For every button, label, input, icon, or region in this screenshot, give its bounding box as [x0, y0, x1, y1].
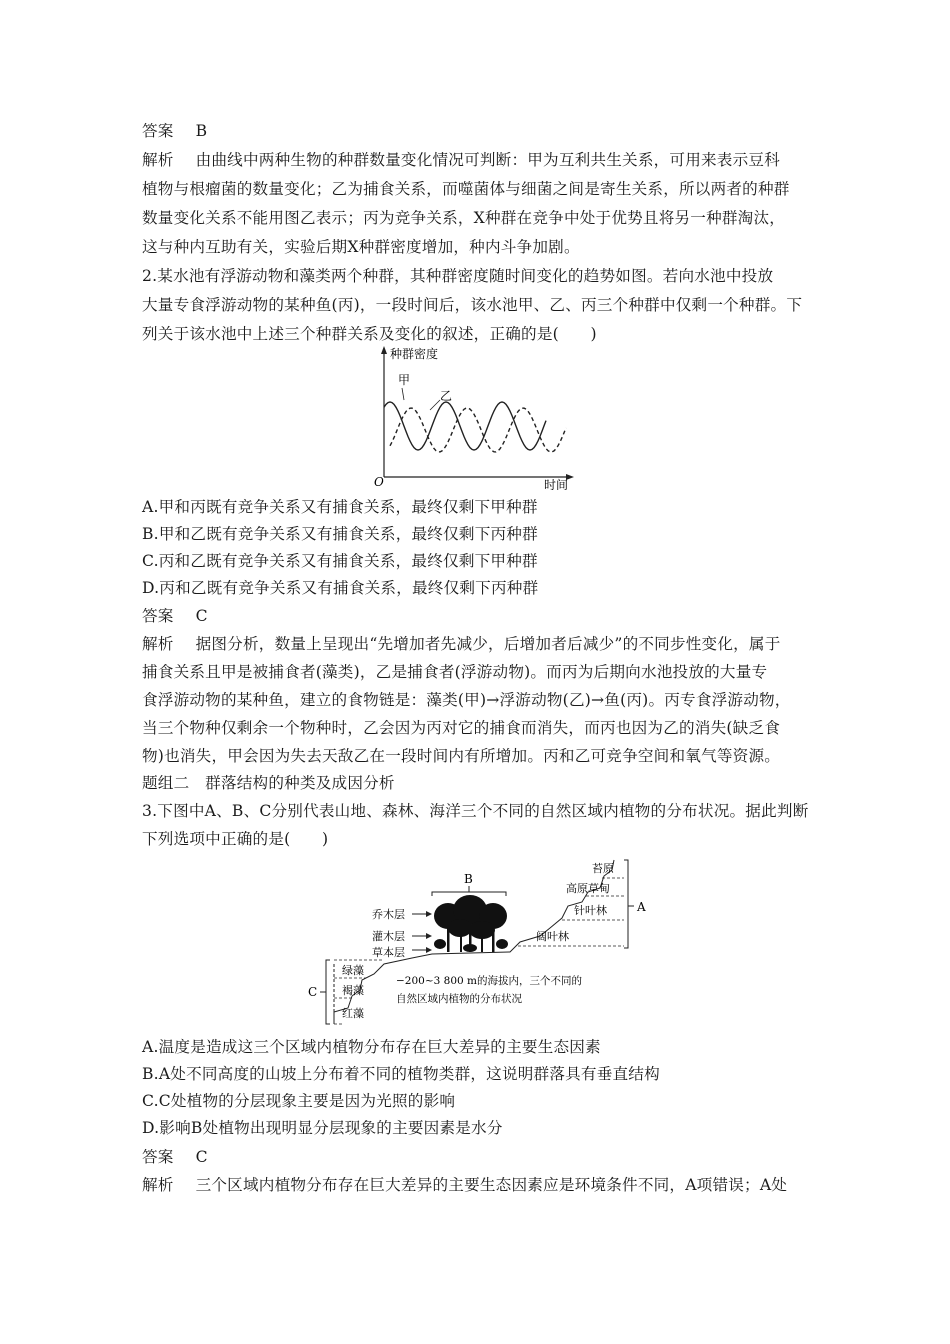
answer-label: 答案 — [142, 122, 174, 140]
y-axis-label: 种群密度 — [390, 347, 439, 361]
answer-label: 答案 — [142, 607, 174, 625]
q3-answer — [142, 1147, 208, 1167]
label-a: A — [637, 900, 646, 914]
q1-analysis-line-3: 数量变化关系不能用图乙表示；丙为竞争关系，X种群在竞争中处于优势且将另一种群淘汰， — [142, 209, 786, 227]
q1-answer — [142, 121, 207, 141]
tree-layer-label: 乔木层 — [372, 908, 405, 921]
bracket-c — [326, 960, 330, 1024]
analysis-label: 解析 — [142, 1176, 174, 1194]
y-axis-arrow — [381, 346, 387, 354]
red-algae-label: 红藻 — [342, 1007, 364, 1020]
analysis-label: 解析 — [142, 151, 174, 169]
curve-a-label: 甲 — [398, 373, 411, 387]
shrub-layer-arrowhead — [426, 933, 432, 939]
answer-value: B — [195, 122, 208, 140]
answer-value: C — [195, 1148, 208, 1166]
q2-analysis-line-2: 捕食关系且甲是被捕食者(藻类)，乙是捕食者(浮游动物)。而丙为后期向水池投放的大量专 — [142, 663, 768, 681]
q3-option-b: B.A处不同高度的山坡上分布着不同的植物类群，这说明群落具有垂直结构 — [142, 1065, 660, 1083]
label-b: B — [464, 872, 473, 886]
q2-option-c: C.丙和乙既有竞争关系又有捕食关系，最终仅剩下甲种群 — [142, 552, 538, 570]
green-algae-label: 绿藻 — [342, 964, 364, 977]
q2-stem-line-2: 大量专食浮游动物的某种鱼(丙)，一段时间后，该水池甲、乙、丙三个种群中仅剩一个种群。下 — [142, 296, 803, 314]
conifer-label: 针叶林 — [574, 904, 607, 917]
answer-label: 答案 — [142, 1148, 174, 1166]
meadow-label: 高原草甸 — [566, 882, 610, 895]
curve-b-leader — [430, 400, 440, 410]
label-c: C — [308, 985, 318, 999]
curve-b-dashed-line — [390, 408, 566, 452]
broadleaf-label: 阔叶林 — [536, 930, 569, 943]
figure-caption-line-1: −200~3 800 m的海拔内，三个不同的 — [396, 975, 582, 987]
q1-analysis-line-1 — [142, 150, 780, 170]
q3-analysis-line-1 — [142, 1175, 787, 1195]
population-density-figure — [360, 344, 580, 490]
shrub-layer-label: 灌木层 — [372, 930, 405, 943]
group-title: 题组二 群落结构的种类及成因分析 — [142, 774, 395, 792]
analysis-text: 三个区域内植物分布存在巨大差异的主要生态因素应是环境条件不同，A项错误；A处 — [195, 1176, 788, 1194]
x-axis-label: 时间 — [544, 478, 569, 490]
herb-layer-label: 草本层 — [372, 946, 405, 959]
analysis-text: 据图分析，数量上呈现出“先增加者先减少，后增加者后减少”的不同步性变化，属于 — [195, 635, 781, 653]
brown-algae-label: 褐藻 — [342, 984, 364, 997]
q2-option-a: A.甲和丙既有竞争关系又有捕食关系，最终仅剩下甲种群 — [142, 498, 538, 516]
q1-analysis-line-4: 这与种内互助有关，实验后期X种群密度增加，种内斗争加剧。 — [142, 238, 580, 256]
q3-option-a: A.温度是造成这三个区域内植物分布存在巨大差异的主要生态因素 — [142, 1038, 601, 1056]
origin-label: O — [374, 475, 384, 489]
tree-layer-arrowhead — [426, 911, 432, 917]
analysis-label: 解析 — [142, 635, 174, 653]
q3-stem-line-1: 3.下图中A、B、C分别代表山地、森林、海洋三个不同的自然区域内植物的分布状况。据此判断 — [142, 802, 809, 820]
q2-analysis-line-1 — [142, 634, 781, 654]
tundra-label: 苔原 — [592, 862, 614, 875]
q2-analysis-line-4: 当三个物种仅剩余一个物种时，乙会因为丙对它的捕食而消失，而丙也因为乙的消失(缺乏食 — [142, 719, 781, 737]
q2-analysis-line-3: 食浮游动物的某种鱼，建立的食物链是：藻类(甲)→浮游动物(乙)→鱼(丙)。丙专食浮游动物， — [142, 691, 791, 709]
q3-stem-line-2: 下列选项中正确的是( ) — [142, 830, 329, 848]
q1-analysis-line-2: 植物与根瘤菌的数量变化；乙为捕食关系，而噬菌体与细菌之间是寄生关系，所以两者的种群 — [142, 180, 790, 198]
q3-option-c: C.C处植物的分层现象主要是因为光照的影响 — [142, 1092, 456, 1110]
q2-option-b: B.甲和乙既有竞争关系又有捕食关系，最终仅剩下丙种群 — [142, 525, 538, 543]
bracket-a — [624, 860, 628, 948]
curve-b-label: 乙 — [440, 389, 453, 403]
q2-analysis-line-5: 物)也消失，甲会因为失去天敌乙在一段时间内有所增加。丙和乙可竞争空间和氧气等资源。 — [142, 747, 781, 765]
vegetation-distribution-figure — [300, 856, 680, 1028]
q2-stem-line-3: 列关于该水池中上述三个种群关系及变化的叙述，正确的是( ) — [142, 325, 597, 343]
q2-stem-line-1: 2.某水池有浮游动物和藻类两个种群，其种群密度随时间变化的趋势如图。若向水池中投放 — [142, 267, 774, 285]
curve-a-leader — [402, 388, 404, 400]
forest-trees — [434, 895, 508, 952]
analysis-text: 由曲线中两种生物的种群数量变化情况可判断：甲为互利共生关系，可用来表示豆科 — [195, 151, 780, 169]
answer-value: C — [195, 607, 208, 625]
q2-answer — [142, 606, 208, 626]
q3-option-d: D.影响B处植物出现明显分层现象的主要因素是水分 — [142, 1119, 503, 1137]
q2-option-d: D.丙和乙既有竞争关系又有捕食关系，最终仅剩下丙种群 — [142, 579, 539, 597]
herb-layer-arrowhead — [426, 947, 432, 953]
figure-caption-line-2: 自然区域内植物的分布状况 — [396, 993, 522, 1005]
